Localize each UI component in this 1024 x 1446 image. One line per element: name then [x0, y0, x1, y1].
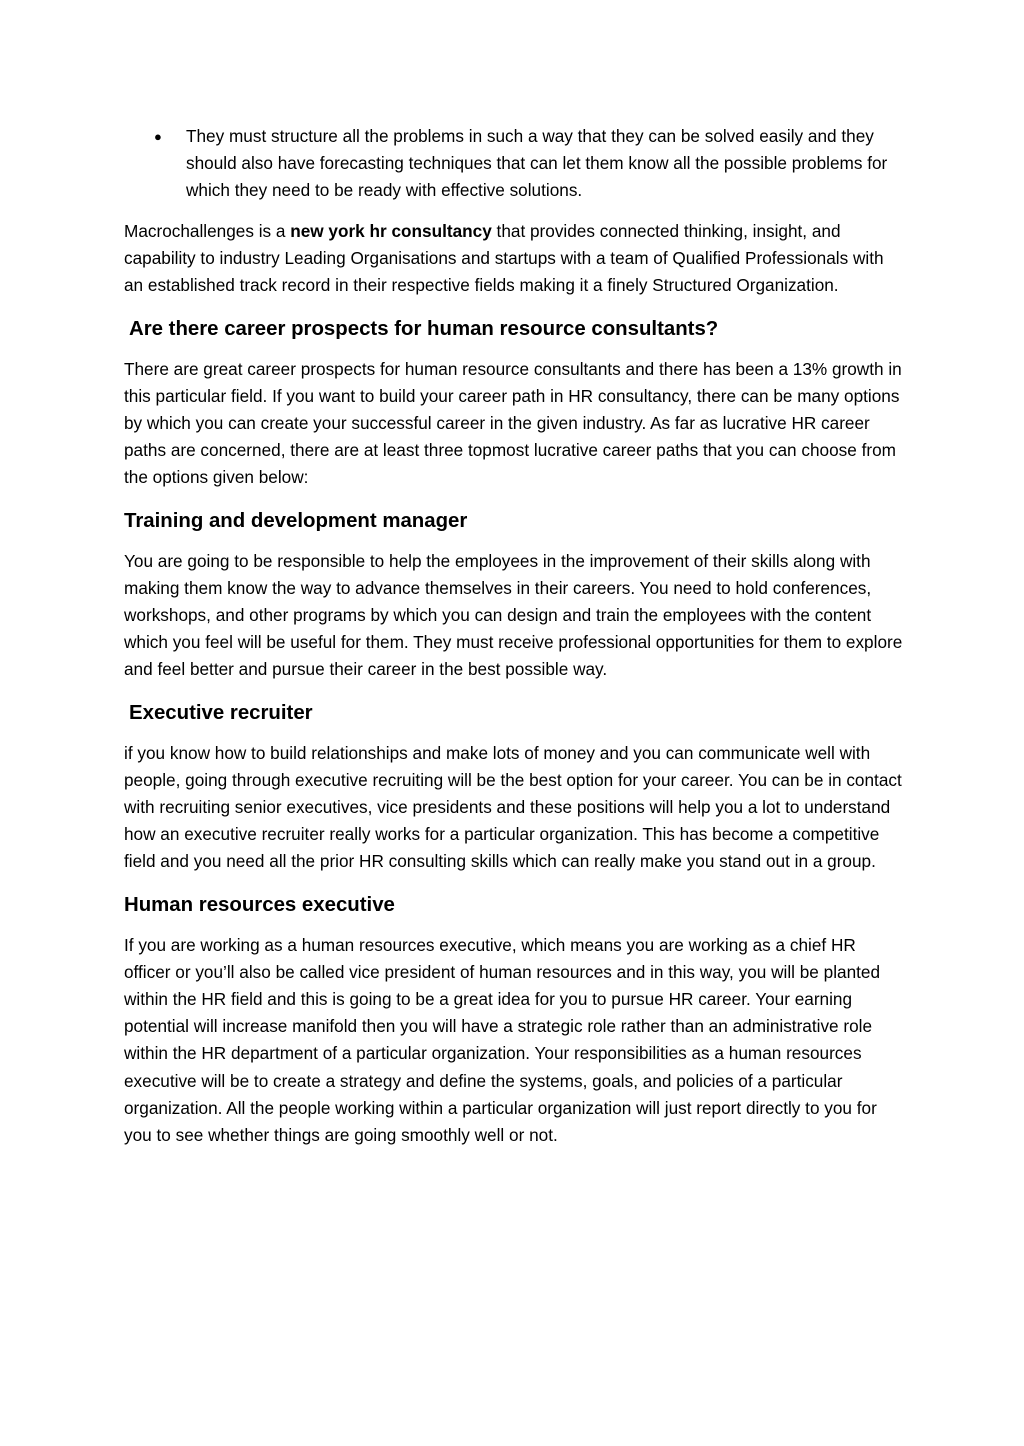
intro-paragraph	[124, 218, 904, 300]
intro-bold-keyword: new york hr consultancy	[290, 221, 492, 241]
section-body-executive-recruiter: if you know how to build relationships and make lots of money and you can communicate well with people, going through executive recruiting will be the best option for your career. You can be in contact with recruiting senior executives, vice presidents and these positions will help you a lot to understand how an executive recruiter really works for a particular organization. This has become a competitive field and you need all the prior HR consulting skills which can really make you stand out in a group.	[124, 742, 902, 872]
section-heading-hr-executive: Human resources executive	[124, 893, 395, 916]
list-item	[124, 123, 904, 204]
section-heading-executive-recruiter: Executive recruiter	[129, 701, 313, 724]
section-body-career-prospects: There are great career prospects for human resource consultants and there has been a 13% growth in this particular field. If you want to build your career path in HR consultancy, there can be many options by which you can create your successful career in the given industry. As far as lucrative HR career paths are concerned, there are at least three topmost lucrative career paths that you can choose from the options given below:	[124, 358, 902, 488]
section-body-training-manager: You are going to be responsible to help the employees in the improvement of their skills along with making them know the way to advance themselves in their careers. You need to hold conferences, workshops, and other programs by which you can design and train the employees with the content which you feel will be useful for them. They must receive professional opportunities for them to explore and feel better and pursue their career in the best possible way.	[124, 550, 903, 680]
intro-text-end: that provides connected thinking, insight, and capability to industry Leading Organisations and startups with a team of Qualified Professionals with an established track record in their respective fields making it a finely Structured Organization.	[124, 221, 884, 296]
bullet-icon: ●	[154, 129, 162, 144]
list-item-text: They must structure all the problems in such a way that they can be solved easily and they should also have forecasting techniques that can let them know all the possible problems for which they need to be ready with effective solutions.	[186, 126, 888, 200]
intro-text-start: Macrochallenges is a	[124, 221, 291, 241]
section-heading-career-prospects: Are there career prospects for human resource consultants?	[129, 317, 719, 340]
section-body-hr-executive: If you are working as a human resources executive, which means you are working as a chief HR officer or you’ll also be called vice president of human resources and in this way, you will be planted within the HR field and this is going to be a great idea for you to pursue HR career. Your earning potential will increase manifold then you will have a strategic role rather than an administrative role within the HR department of a particular organization. Your responsibilities as a human resources executive will be to create a strategy and define the systems, goals, and policies of a particular organization. All the people working within a particular organization will just report directly to you for you to see whether things are going smoothly well or not.	[124, 934, 881, 1146]
document-content	[124, 123, 904, 1165]
section-heading-training-manager: Training and development manager	[124, 509, 468, 532]
